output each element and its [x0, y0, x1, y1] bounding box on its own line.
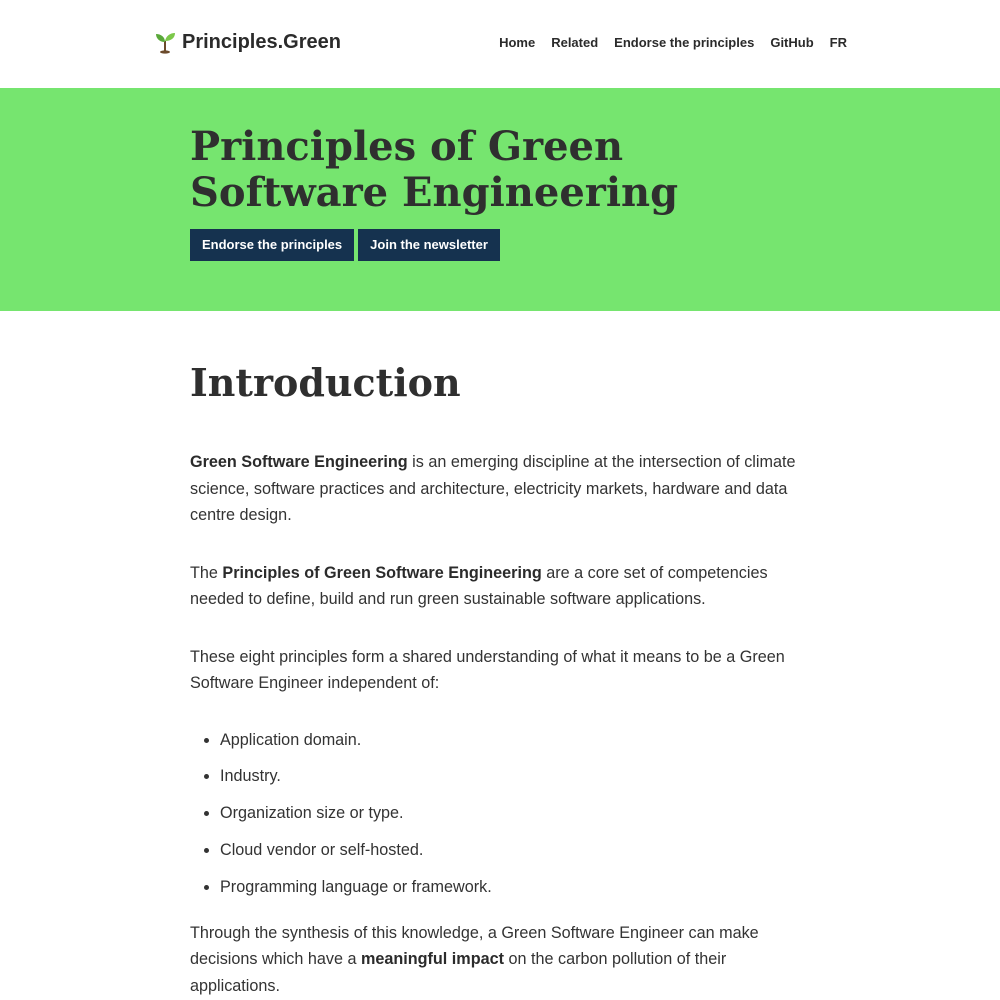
page-title: Principles of Green Software Engineering — [190, 123, 679, 216]
endorse-button[interactable]: Endorse the principles — [190, 229, 354, 261]
hero-button-group — [190, 229, 504, 261]
nav-github[interactable]: GitHub — [770, 35, 814, 50]
paragraph-text: are a core set of competencies needed to define, build and run green sustainable software applications. — [190, 563, 768, 608]
nav-endorse[interactable]: Endorse the principles — [614, 35, 755, 50]
nav-home[interactable]: Home — [499, 35, 536, 50]
bold-term: meaningful impact — [360, 950, 504, 969]
intro-paragraph-1 — [190, 449, 820, 529]
hero-banner — [0, 88, 1000, 311]
section-title-introduction: Introduction — [190, 360, 461, 405]
paragraph-text: on the carbon pollution of their applications. — [190, 950, 727, 995]
bold-term: Principles of Green Software Engineering — [222, 563, 542, 582]
paragraph-text: Through the synthesis of this knowledge, a Green Software Engineer can make decisions which have a — [190, 923, 759, 969]
brand-name: Principles.Green — [182, 30, 341, 53]
main-nav — [483, 35, 847, 51]
site-header — [0, 0, 1000, 88]
list-item: • Industry. — [220, 763, 820, 789]
intro-paragraph-2 — [190, 560, 820, 613]
intro-paragraph-3: These eight principles form a shared understanding of what it means to be a Green Software Engineer independent of: — [190, 647, 785, 692]
brand-link[interactable] — [153, 30, 341, 54]
intro-paragraph-4 — [190, 920, 820, 1000]
list-item: • Cloud vendor or self-hosted. — [220, 837, 820, 863]
seedling-icon — [153, 30, 177, 54]
nav-related[interactable]: Related — [551, 35, 599, 50]
list-item: • Application domain. — [220, 727, 820, 753]
paragraph-text: is an emerging discipline at the intersection of climate science, software practices and architecture, electricity markets, hardware and data centre design. — [190, 453, 796, 524]
list-item: • Organization size or type. — [220, 800, 820, 826]
main-content — [0, 311, 820, 999]
paragraph-text: The — [190, 563, 223, 582]
list-item: • Programming language or framework. — [220, 874, 820, 900]
newsletter-button[interactable]: Join the newsletter — [358, 229, 500, 261]
nav-language-fr[interactable]: FR — [829, 35, 847, 50]
bold-term: Green Software Engineering — [190, 453, 408, 471]
independence-list — [190, 727, 820, 900]
